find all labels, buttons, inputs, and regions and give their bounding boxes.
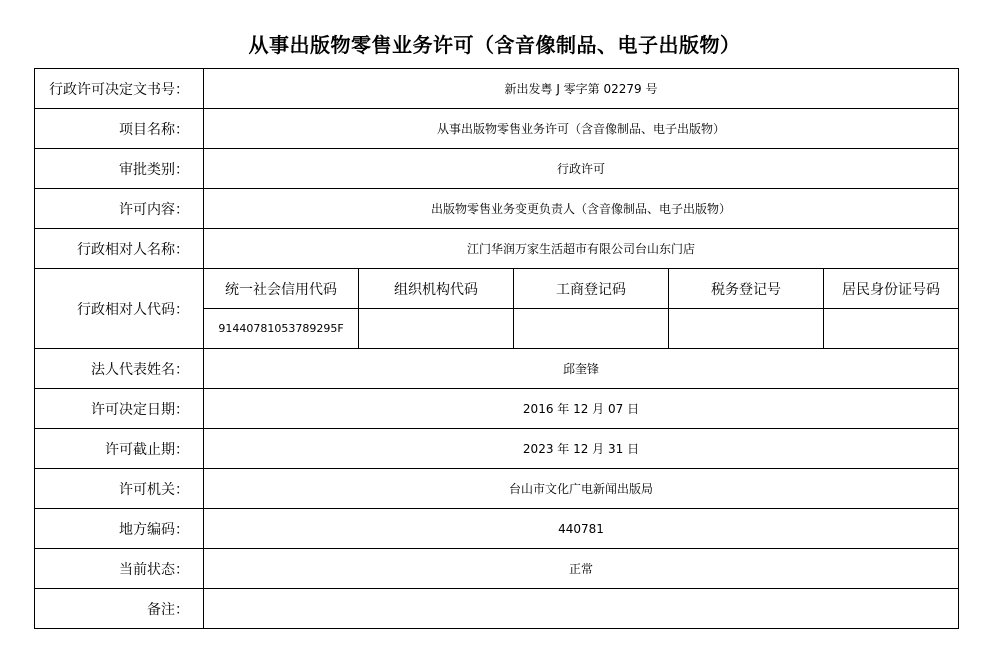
row-permit-content bbox=[35, 189, 959, 229]
id-card-value bbox=[824, 309, 959, 349]
counterpart-name-label: 行政相对人名称： bbox=[35, 229, 204, 269]
row-decision-date bbox=[35, 389, 959, 429]
business-reg-header: 工商登记码 bbox=[514, 269, 669, 309]
remarks-label: 备注： bbox=[35, 589, 204, 629]
credit-code-value: 91440781053789295F bbox=[204, 309, 359, 349]
permit-content-value: 出版物零售业务变更负责人（含音像制品、电子出版物） bbox=[204, 189, 959, 229]
credit-code-header: 统一社会信用代码 bbox=[204, 269, 359, 309]
page-title: 从事出版物零售业务许可（含音像制品、电子出版物） bbox=[248, 33, 741, 57]
permit-content-label: 许可内容： bbox=[35, 189, 204, 229]
decision-no-value: 新出发粤 J 零字第 02279 号 bbox=[204, 69, 959, 109]
approval-type-value: 行政许可 bbox=[204, 149, 959, 189]
expiry-date-value: 2023 年 12 月 31 日 bbox=[204, 429, 959, 469]
org-code-header: 组织机构代码 bbox=[359, 269, 514, 309]
permit-info-table bbox=[34, 68, 959, 629]
row-approval-type bbox=[35, 149, 959, 189]
approval-type-label: 审批类别： bbox=[35, 149, 204, 189]
row-remarks bbox=[35, 589, 959, 629]
row-decision-no bbox=[35, 69, 959, 109]
expiry-date-label: 许可截止期： bbox=[35, 429, 204, 469]
legal-rep-value: 邱奎锋 bbox=[204, 349, 959, 389]
status-value: 正常 bbox=[204, 549, 959, 589]
decision-no-label: 行政许可决定文书号： bbox=[35, 69, 204, 109]
id-card-header: 居民身份证号码 bbox=[824, 269, 959, 309]
project-name-label: 项目名称： bbox=[35, 109, 204, 149]
project-name-value: 从事出版物零售业务许可（含音像制品、电子出版物） bbox=[204, 109, 959, 149]
row-region-code bbox=[35, 509, 959, 549]
tax-reg-value bbox=[669, 309, 824, 349]
authority-label: 许可机关： bbox=[35, 469, 204, 509]
org-code-value bbox=[359, 309, 514, 349]
counterpart-code-label: 行政相对人代码： bbox=[35, 269, 204, 349]
business-reg-value bbox=[514, 309, 669, 349]
row-status bbox=[35, 549, 959, 589]
row-legal-rep bbox=[35, 349, 959, 389]
tax-reg-header: 税务登记号 bbox=[669, 269, 824, 309]
remarks-value bbox=[204, 589, 959, 629]
authority-value: 台山市文化广电新闻出版局 bbox=[204, 469, 959, 509]
counterpart-name-value: 江门华润万家生活超市有限公司台山东门店 bbox=[204, 229, 959, 269]
row-counterpart-name bbox=[35, 229, 959, 269]
row-project-name bbox=[35, 109, 959, 149]
row-authority bbox=[35, 469, 959, 509]
legal-rep-label: 法人代表姓名： bbox=[35, 349, 204, 389]
row-counterpart-code-headers bbox=[35, 269, 959, 309]
row-expiry-date bbox=[35, 429, 959, 469]
decision-date-label: 许可决定日期： bbox=[35, 389, 204, 429]
region-code-value: 440781 bbox=[204, 509, 959, 549]
decision-date-value: 2016 年 12 月 07 日 bbox=[204, 389, 959, 429]
region-code-label: 地方编码： bbox=[35, 509, 204, 549]
status-label: 当前状态： bbox=[35, 549, 204, 589]
